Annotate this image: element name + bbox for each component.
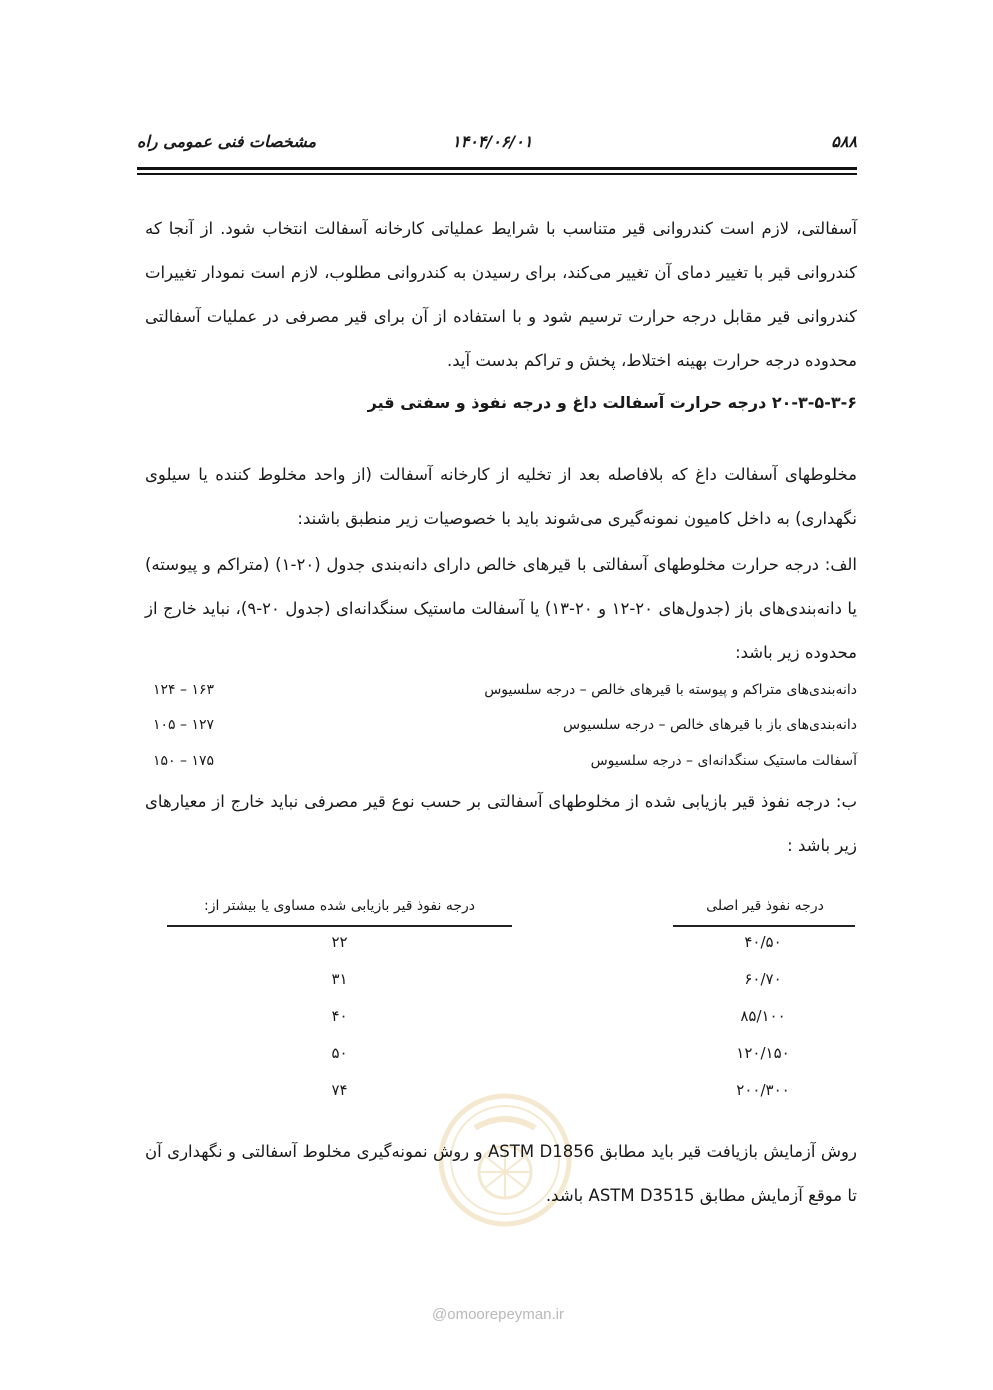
table-cell-min: ۵۰ — [331, 1044, 348, 1062]
temperature-range-row — [145, 673, 857, 707]
table-cell-min: ۳۱ — [331, 970, 348, 988]
intro-paragraph: آسفالتی، لازم است کندروانی قیر متناسب با شرایط عملیاتی کارخانه آسفالت انتخاب شود. از آنجا که کندروانی قیر با تغییر دمای آن تغییر می‌کند، برای رسیدن به کندروانی مطلوب، لازم است نمودار تغییرات کندروانی قیر مقابل درجه حرارت ترسیم شود و با استفاده از آن برای قیر مصرفی در عملیات آسفالتی محدوده درجه حرارت بهینه اختلاط، پخش و تراکم بدست آید. — [145, 219, 857, 370]
table-cell-min: ۲۲ — [331, 933, 348, 951]
watermark-url: @omoorepeyman.ir — [432, 1306, 564, 1323]
range-label: دانه‌بندی‌های متراکم و پیوسته با قیرهای خالص – درجه سلسیوس — [484, 682, 857, 698]
table-cell-grade: ۲۰۰/۳۰۰ — [736, 1081, 790, 1099]
page-number: ۵۸۸ — [831, 132, 857, 151]
range-label: آسفالت ماستیک سنگدانه‌ای – درجه سلسیوس — [590, 753, 857, 769]
table-cell-min: ۷۴ — [331, 1081, 348, 1099]
temperature-range-row — [145, 744, 857, 778]
table-row — [167, 998, 857, 1035]
table-cell-min: ۴۰ — [331, 1007, 348, 1025]
header-title: مشخصات فنی عمومی راه — [137, 132, 317, 151]
range-value: ۱۰۵ – ۱۲۷ — [153, 717, 215, 733]
table-cell-grade: ۱۲۰/۱۵۰ — [736, 1044, 790, 1062]
table-cell-grade: ۴۰/۵۰ — [744, 933, 782, 951]
table-header-grade: درجه نفوذ قیر اصلی — [706, 898, 824, 914]
table-header-min: درجه نفوذ قیر بازیابی شده مساوی یا بیشتر از: — [204, 898, 475, 914]
table-row — [167, 924, 857, 961]
header-rule-thick — [137, 167, 857, 170]
table-cell-grade: ۸۵/۱۰۰ — [740, 1007, 786, 1025]
table-row — [167, 961, 857, 998]
range-value: ۱۲۴ – ۱۶۳ — [153, 682, 215, 698]
table-row — [167, 1035, 857, 1072]
item-be: ب: درجه نفوذ قیر بازیابی شده از مخلوطهای آسفالتی بر حسب نوع قیر مصرفی نباید خارج از معیارهای زیر باشد : — [145, 792, 857, 855]
header-date: ۱۴۰۴/۰۶/۰۱ — [452, 132, 533, 151]
item-alef: الف: درجه حرارت مخلوطهای آسفالتی با قیرهای خالص دارای دانه‌بندی جدول (۲۰-۱) (متراکم و پیوسته) یا دانه‌بندی‌های باز (جدول‌های ۲۰-۱۲ و ۲۰-۱۳) یا آسفالت ماستیک سنگدانه‌ای (جدول ۲۰-۹)، نباید خارج از محدوده زیر باشد: — [145, 555, 858, 662]
section-heading: ۲۰-۳-۵-۳-۶ درجه حرارت آسفالت داغ و درجه نفوذ و سفتی قیر — [367, 393, 857, 412]
temperature-range-row — [145, 708, 857, 742]
table-cell-grade: ۶۰/۷۰ — [744, 970, 782, 988]
range-value: ۱۵۰ – ۱۷۵ — [153, 753, 215, 769]
header-rule-thin — [137, 173, 857, 175]
range-label: دانه‌بندی‌های باز با قیرهای خالص – درجه سلسیوس — [563, 717, 857, 733]
closing-paragraph: روش آزمایش بازیافت قیر باید مطابق ASTM D1856 و روش نمونه‌گیری مخلوط آسفالتی و نگهداری آن تا موقع آزمایش مطابق ASTM D3515 باشد. — [145, 1142, 857, 1205]
page-header — [137, 122, 857, 162]
section-paragraph: مخلوطهای آسفالت داغ که بلافاصله بعد از تخلیه از کارخانه آسفالت (از واحد مخلوط کننده یا سیلوی نگهداری) به داخل کامیون نمونه‌گیری می‌شوند باید با خصوصیات زیر منطبق باشند: — [145, 465, 857, 528]
